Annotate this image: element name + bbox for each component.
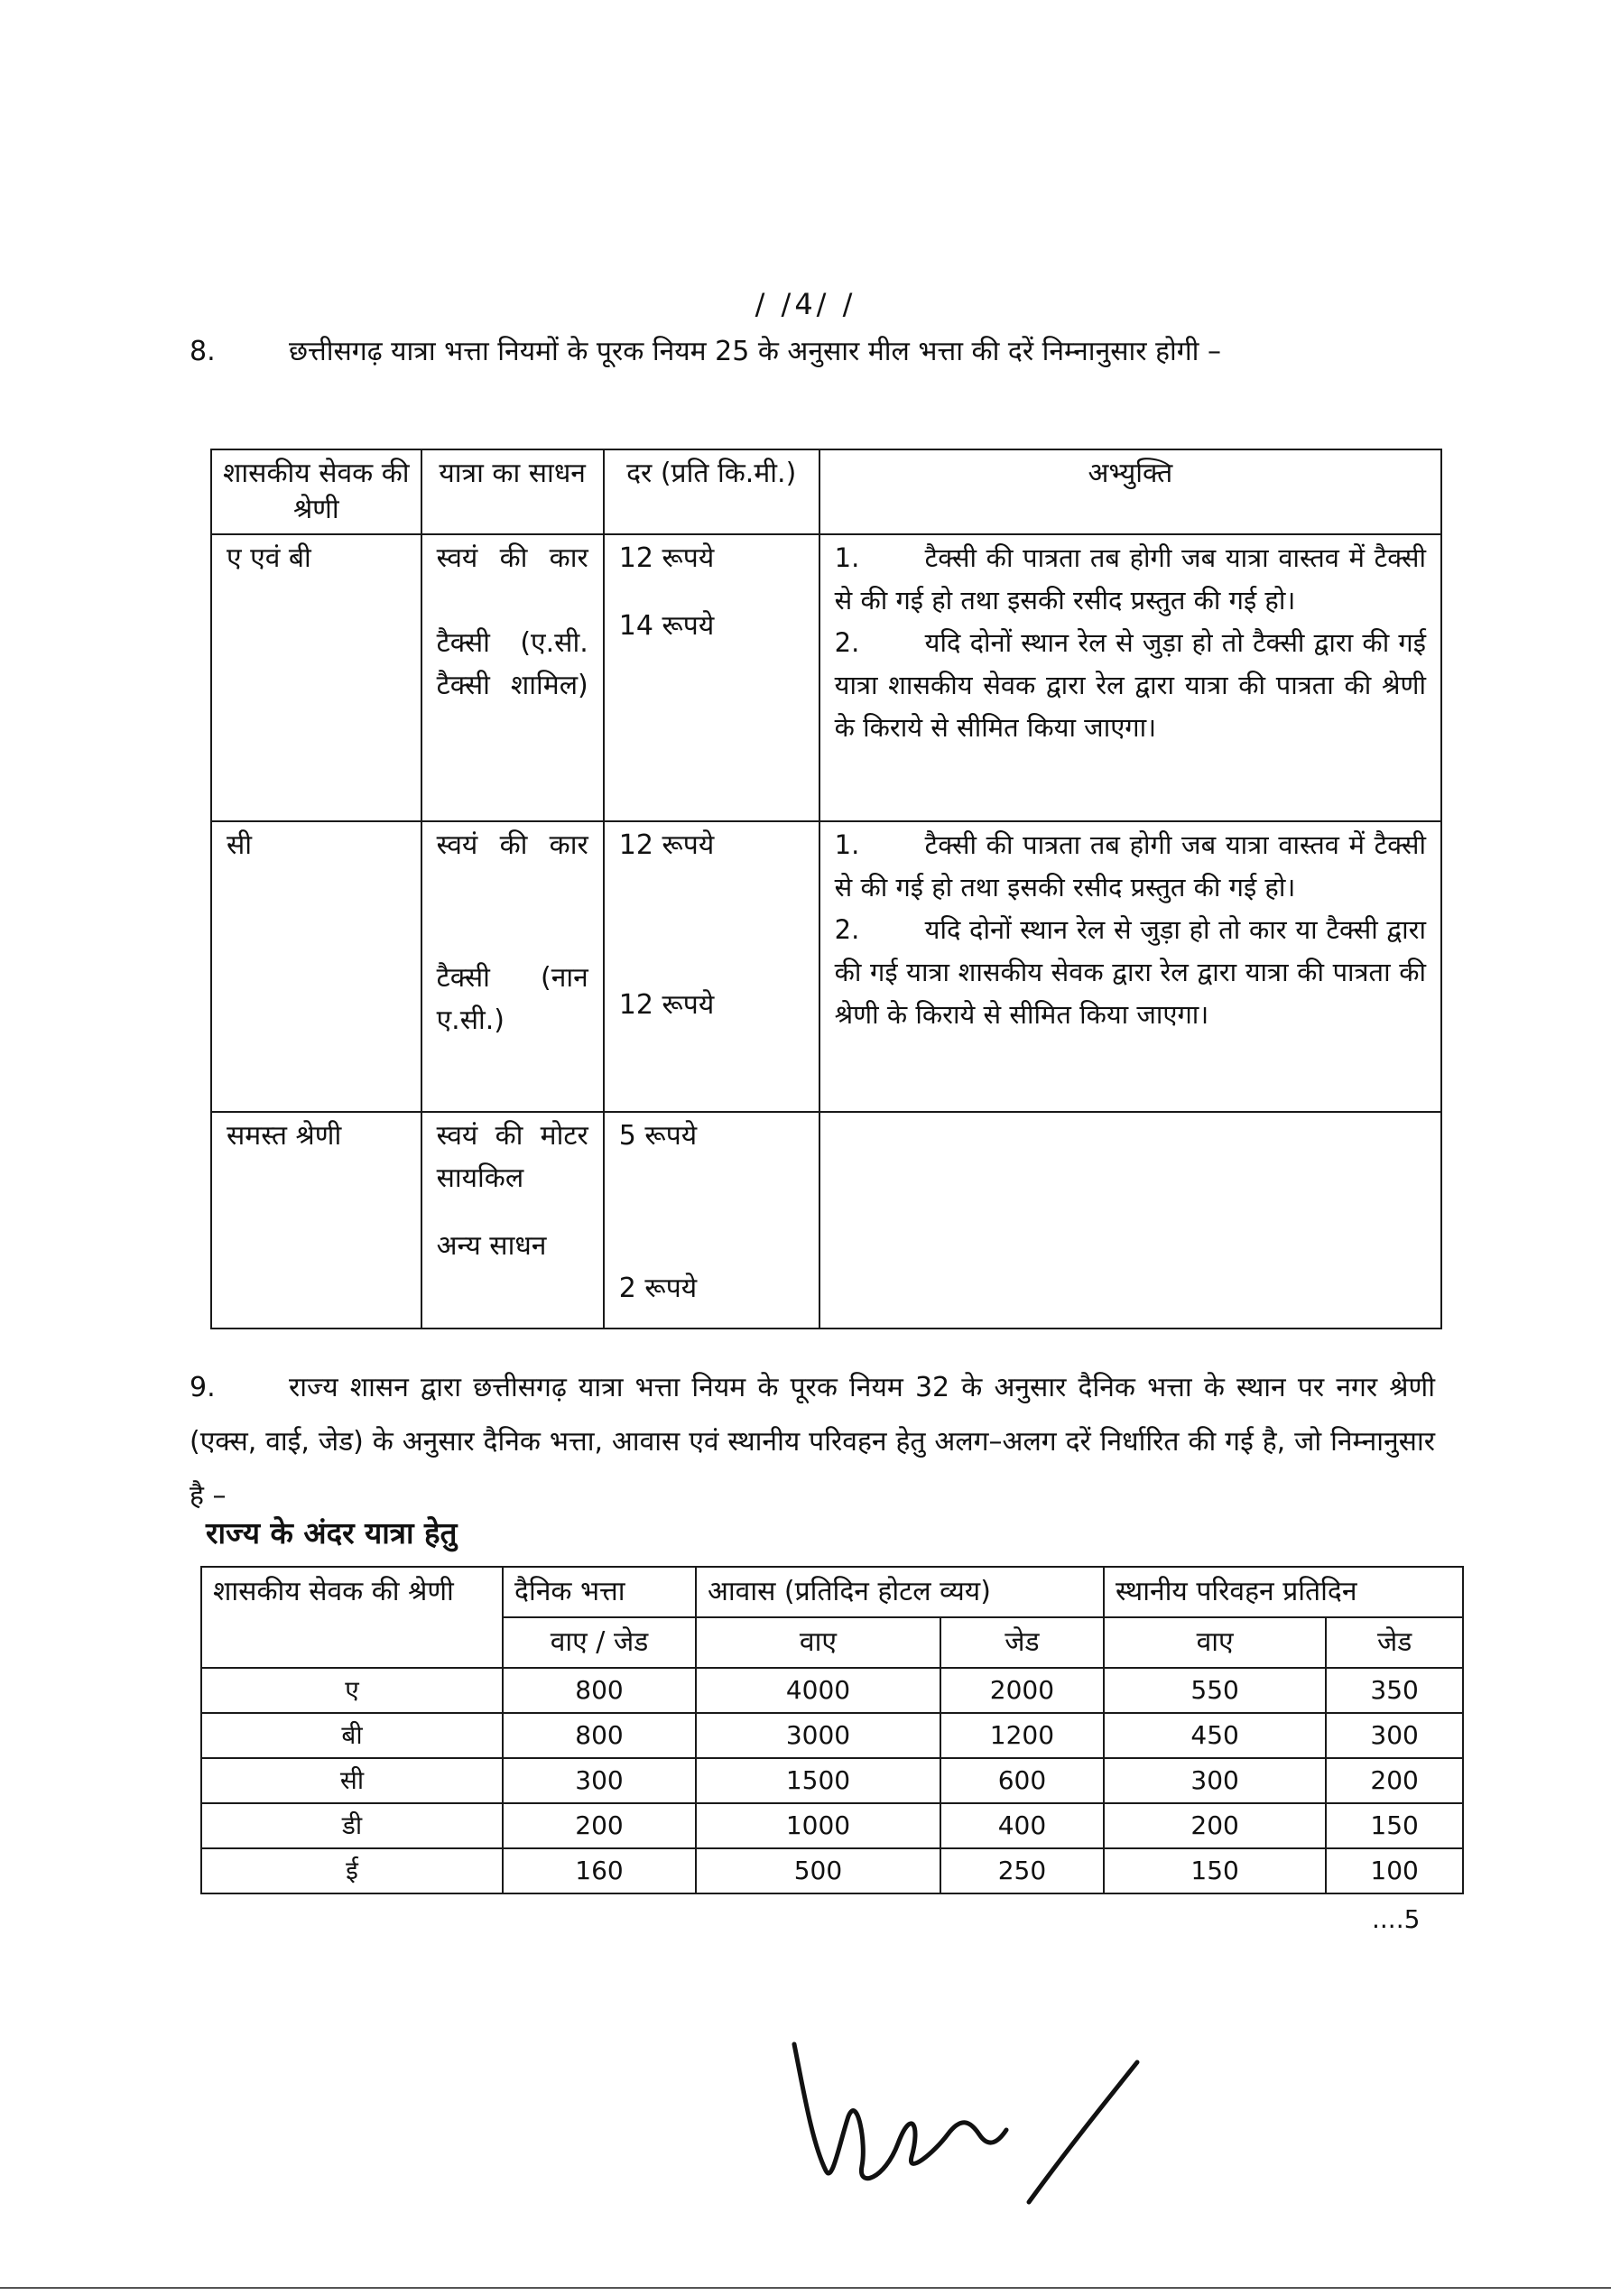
table2-cell: 200 — [1326, 1758, 1463, 1803]
remark-text: यदि दोनों स्थान रेल से जुड़ा हो तो कार या टैक्सी द्वारा की गई यात्रा शासकीय सेवक द्वारा रेल द्वारा यात्रा की पात्रता की श्रेणी के किराये से सीमित किया जाएगा। — [834, 914, 1426, 1030]
remark-number: 1. — [834, 542, 860, 573]
table2-cell: बी — [201, 1713, 503, 1758]
table1-mode: टैक्सी (नान ए.सी.) — [436, 962, 588, 1036]
table2-subheader: वाए — [1104, 1617, 1326, 1668]
table1-rates — [604, 534, 819, 821]
table-row — [201, 1713, 1463, 1758]
table2-cell: 350 — [1326, 1668, 1463, 1713]
next-page-indicator: ....5 — [1372, 1904, 1421, 1934]
table2-cell: 160 — [503, 1848, 696, 1893]
table2-cell: 1200 — [940, 1713, 1104, 1758]
table1-mode: स्वयं की कार — [436, 542, 588, 574]
mileage-allowance-table — [210, 449, 1442, 1329]
table2-cell: ए — [201, 1668, 503, 1713]
remark-text: टैक्सी की पात्रता तब होगी जब यात्रा वास्तव में टैक्सी से की गई हो तथा इसकी रसीद प्रस्तुत की गई हो। — [834, 542, 1426, 616]
table1-rate: 2 रूपये — [618, 1273, 698, 1304]
table2-cell: 100 — [1326, 1848, 1463, 1893]
table2-cell: डी — [201, 1803, 503, 1848]
table1-remarks — [819, 821, 1441, 1112]
table1-rate: 12 रूपये — [618, 542, 715, 574]
table2-subheader: जेड — [940, 1617, 1104, 1668]
section-8-paragraph — [190, 325, 1426, 379]
table1-category: सी — [211, 821, 421, 1112]
table1-rate: 14 रूपये — [618, 610, 715, 642]
signature-icon — [776, 2008, 1155, 2216]
table2-cell: 150 — [1326, 1803, 1463, 1848]
table2-cell: 600 — [940, 1758, 1104, 1803]
table2-cell: 200 — [503, 1803, 696, 1848]
table2-cell: 1500 — [696, 1758, 940, 1803]
table1-mode: स्वयं की मोटर सायकिल — [436, 1120, 588, 1194]
table2-cell: 200 — [1104, 1803, 1326, 1848]
remark-text: टैक्सी की पात्रता तब होगी जब यात्रा वास्तव में टैक्सी से की गई हो तथा इसकी रसीद प्रस्तुत की गई हो। — [834, 829, 1426, 903]
table2-cell: 550 — [1104, 1668, 1326, 1713]
table1-mode: अन्य साधन — [436, 1230, 547, 1262]
remark-number: 1. — [834, 829, 860, 860]
table1-rates — [604, 1112, 819, 1329]
page-number: / /4/ / — [755, 287, 856, 321]
table1-category: समस्त श्रेणी — [211, 1112, 421, 1329]
table2-cell: 2000 — [940, 1668, 1104, 1713]
table2-cell: 4000 — [696, 1668, 940, 1713]
list-item — [835, 824, 1426, 909]
daily-allowance-table — [200, 1566, 1464, 1894]
table2-header-category: शासकीय सेवक की श्रेणी — [201, 1567, 503, 1668]
table2-cell: 300 — [1104, 1758, 1326, 1803]
table2-cell: 450 — [1104, 1713, 1326, 1758]
table2-cell: 500 — [696, 1848, 940, 1893]
section-9-text: राज्य शासन द्वारा छत्तीसगढ़ यात्रा भत्ता नियम के पूरक नियम 32 के अनुसार दैनिक भत्ता के स्थान पर नगर श्रेणी (एक्स, वाई, जेड) के अनुसार दैनिक भत्ता, आवास एवं स्थानीय परिवहन हेतु अलग–अलग दरें निर्धारित की गई है, जो निम्नानुसार है – — [190, 1372, 1435, 1512]
table1-rate: 12 रूपये — [618, 829, 715, 861]
scan-edge-line — [0, 2287, 1611, 2289]
table1-mode: स्वयं की कार — [436, 829, 588, 861]
table2-cell: 800 — [503, 1713, 696, 1758]
table2-cell: 250 — [940, 1848, 1104, 1893]
table-row — [201, 1758, 1463, 1803]
table-row — [211, 1112, 1441, 1329]
table1-rate: 12 रूपये — [618, 989, 715, 1021]
table1-rate: 5 रूपये — [618, 1120, 698, 1152]
list-item — [835, 909, 1426, 1036]
table2-header-local-transport: स्थानीय परिवहन प्रतिदिन — [1104, 1567, 1463, 1617]
table2-subheader: जेड — [1326, 1617, 1463, 1668]
table2-subheader: वाए / जेड — [503, 1617, 696, 1668]
section-9-paragraph — [190, 1361, 1435, 1523]
table1-remarks-empty — [819, 1112, 1441, 1329]
table1-header-mode: यात्रा का साधन — [421, 449, 604, 534]
section-9-number: 9. — [190, 1372, 216, 1403]
table1-mode: टैक्सी (ए.सी. टैक्सी शामिल) — [436, 627, 588, 701]
table2-subheader: वाए — [696, 1617, 940, 1668]
list-item — [835, 622, 1426, 749]
table-row — [201, 1668, 1463, 1713]
remark-number: 2. — [834, 914, 860, 945]
table1-modes — [421, 1112, 604, 1329]
table2-header-accommodation: आवास (प्रतिदिन होटल व्यय) — [696, 1567, 1104, 1617]
table2-cell: ई — [201, 1848, 503, 1893]
table2-cell: 300 — [503, 1758, 696, 1803]
table2-cell: 150 — [1104, 1848, 1326, 1893]
table-row — [201, 1803, 1463, 1848]
table2-header-daily-allowance: दैनिक भत्ता — [503, 1567, 696, 1617]
section-8-text: छत्तीसगढ़ यात्रा भत्ता नियमों के पूरक नियम 25 के अनुसार मील भत्ता की दरें निम्नानुसार होगी – — [289, 336, 1221, 367]
table-row — [211, 821, 1441, 1112]
table2-cell: 1000 — [696, 1803, 940, 1848]
remark-number: 2. — [834, 627, 860, 658]
table-row — [201, 1848, 1463, 1893]
table2-cell: 800 — [503, 1668, 696, 1713]
table1-header-rate: दर (प्रति कि.मी.) — [604, 449, 819, 534]
table1-header-category: शासकीय सेवक की श्रेणी — [211, 449, 421, 534]
table1-header-remarks: अभ्युक्ति — [819, 449, 1441, 534]
table2-cell: 3000 — [696, 1713, 940, 1758]
remark-text: यदि दोनों स्थान रेल से जुड़ा हो तो टैक्सी द्वारा की गई यात्रा शासकीय सेवक द्वारा रेल द्वारा यात्रा की पात्रता की श्रेणी के किराये से सीमित किया जाएगा। — [834, 627, 1426, 743]
table1-rates — [604, 821, 819, 1112]
table1-modes — [421, 821, 604, 1112]
list-item — [835, 537, 1426, 622]
table2-cell: 300 — [1326, 1713, 1463, 1758]
table2-heading: राज्य के अंदर यात्रा हेतु — [206, 1515, 458, 1551]
table-row — [211, 534, 1441, 821]
table1-modes — [421, 534, 604, 821]
table1-remarks — [819, 534, 1441, 821]
section-8-number: 8. — [190, 336, 216, 367]
table2-cell: 400 — [940, 1803, 1104, 1848]
table2-cell: सी — [201, 1758, 503, 1803]
table1-category: ए एवं बी — [211, 534, 421, 821]
